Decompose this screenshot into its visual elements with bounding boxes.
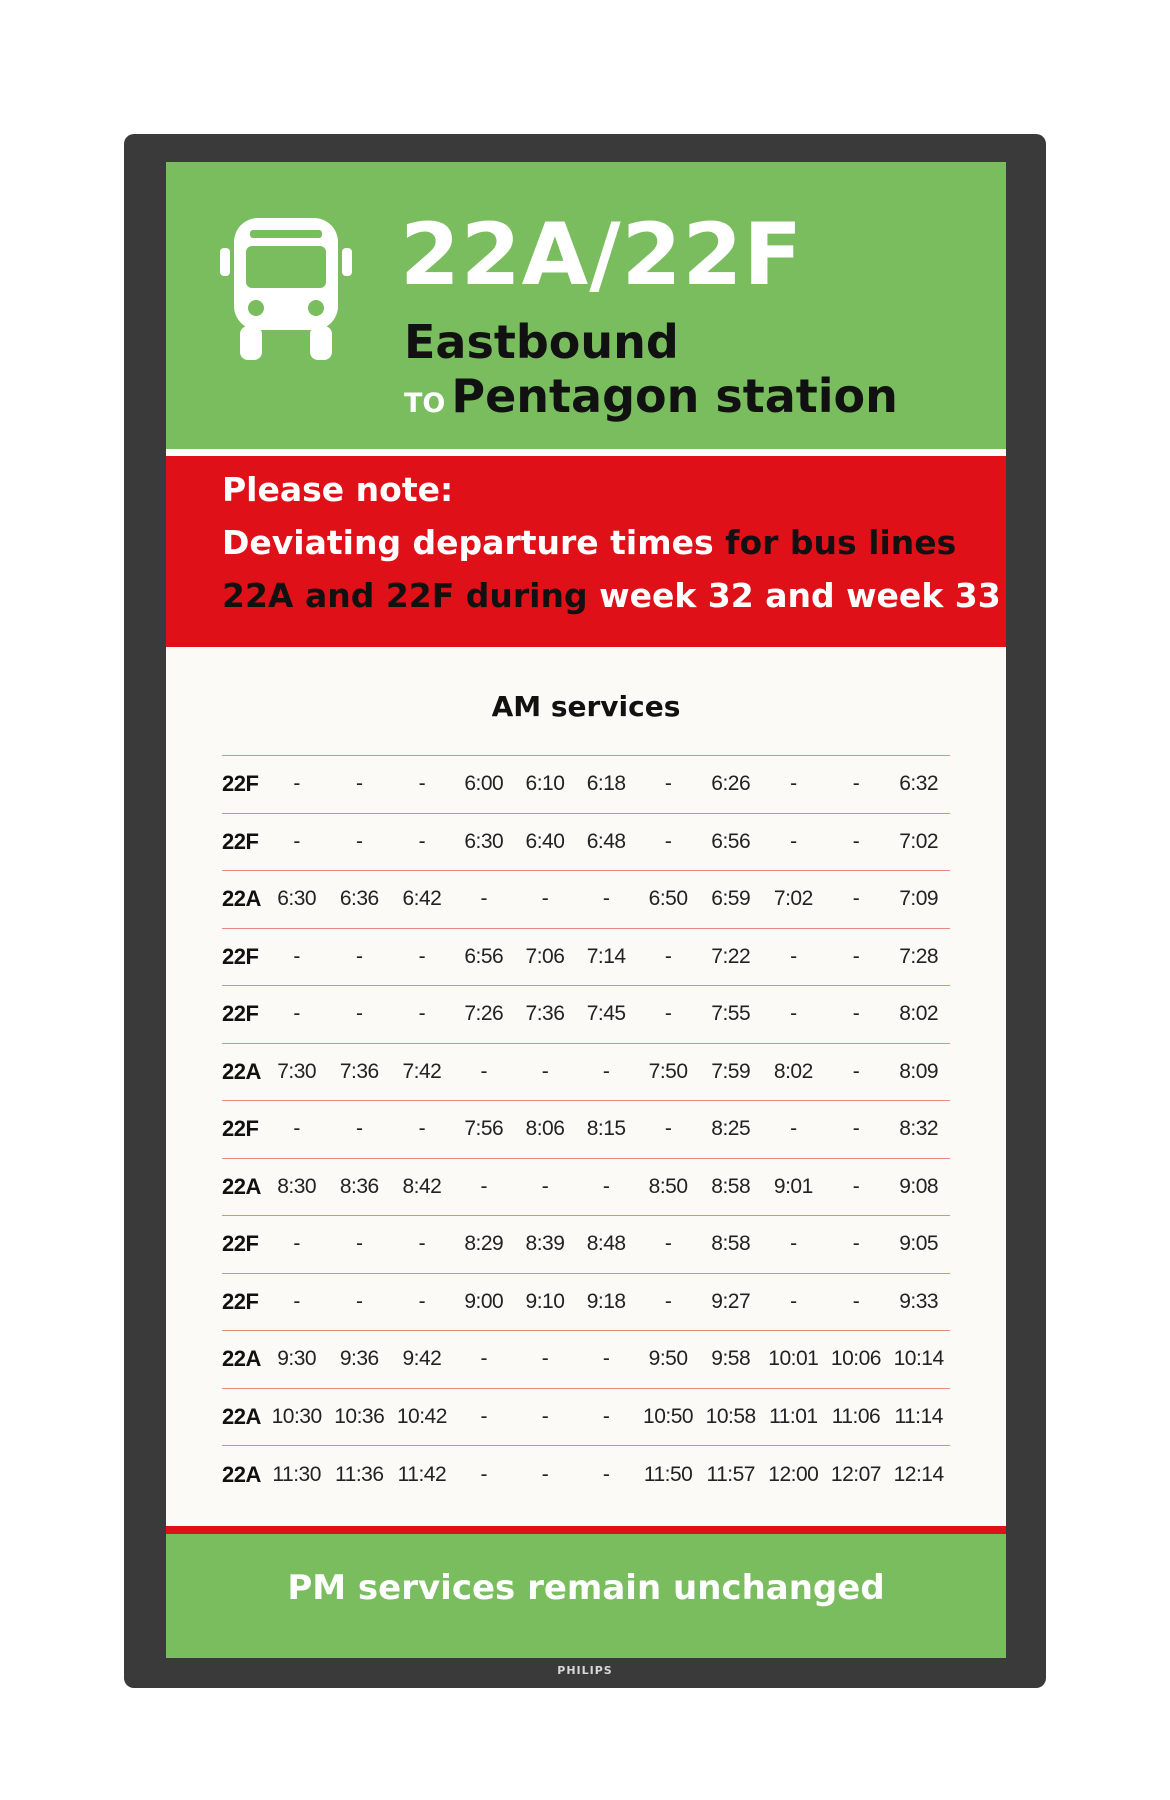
departure-time-cell: 6:56 [453,928,514,986]
departure-time-cell: - [391,813,454,871]
departure-time-cell: 7:30 [265,1043,328,1101]
departure-time-cell: - [453,871,514,929]
departure-time-cell: 6:26 [699,756,762,814]
bus-line-cell: 22A [222,1158,265,1216]
departure-time-cell: 9:08 [887,1158,950,1216]
departure-time-cell: - [762,928,825,986]
departure-time-cell: 9:30 [265,1331,328,1389]
departure-time-cell: 6:56 [699,813,762,871]
departure-time-cell: 9:00 [453,1273,514,1331]
departure-time-cell: 9:27 [699,1273,762,1331]
departure-time-cell: - [637,928,700,986]
departure-time-cell: - [453,1331,514,1389]
footer-banner [166,1534,1006,1658]
departure-time-cell: 12:14 [887,1446,950,1504]
departure-time-cell: 10:14 [887,1331,950,1389]
departure-time-cell: 10:06 [825,1331,888,1389]
departure-time-cell: - [391,756,454,814]
departure-time-cell: - [514,1446,575,1504]
divider [166,1526,1006,1534]
route-number: 22A/22F [400,205,804,305]
departure-time-cell: 8:58 [699,1216,762,1274]
table-row [222,1273,950,1331]
departure-time-cell: 11:57 [699,1446,762,1504]
departure-time-cell: 7:55 [699,986,762,1044]
departure-time-cell: - [391,986,454,1044]
departure-time-cell: - [453,1158,514,1216]
departure-time-cell: 11:14 [887,1388,950,1446]
departure-time-cell: 6:50 [637,871,700,929]
departure-time-cell: - [328,1273,391,1331]
departure-time-cell: 11:06 [825,1388,888,1446]
bus-line-cell: 22A [222,1043,265,1101]
table-row [222,1331,950,1389]
notice-line-1 [222,523,956,562]
table-row [222,756,950,814]
departure-time-cell: 8:02 [762,1043,825,1101]
departure-time-cell: - [637,813,700,871]
departure-time-cell: - [825,986,888,1044]
bus-line-cell: 22A [222,1331,265,1389]
route-header [166,162,1006,449]
bus-line-cell: 22F [222,1101,265,1159]
departure-time-cell: - [825,928,888,986]
departure-time-cell: - [453,1446,514,1504]
departure-time-cell: - [825,756,888,814]
notice-text: Deviating departure times [222,523,714,562]
departure-time-cell: - [637,1273,700,1331]
table-row [222,871,950,929]
departure-time-cell: 8:25 [699,1101,762,1159]
display-screen [166,162,1006,1658]
departure-time-cell: 8:36 [328,1158,391,1216]
departure-time-cell: 6:30 [453,813,514,871]
departure-time-cell: 9:01 [762,1158,825,1216]
departure-time-cell: 10:58 [699,1388,762,1446]
departure-time-cell: - [637,986,700,1044]
departure-time-cell: - [514,1388,575,1446]
departure-time-cell: 8:39 [514,1216,575,1274]
departure-time-cell: - [825,871,888,929]
departure-time-cell: 9:18 [576,1273,637,1331]
table-row [222,1216,950,1274]
departure-time-cell: - [637,1216,700,1274]
departure-time-cell: 10:30 [265,1388,328,1446]
departure-time-cell: - [328,1101,391,1159]
departure-time-cell: 7:59 [699,1043,762,1101]
departure-time-cell: - [514,1158,575,1216]
table-row [222,1388,950,1446]
table-row [222,1101,950,1159]
departure-time-cell: - [265,1101,328,1159]
departure-time-cell: 9:50 [637,1331,700,1389]
departure-time-cell: - [453,1388,514,1446]
departure-time-cell: - [328,813,391,871]
departure-time-cell: 6:59 [699,871,762,929]
departure-time-cell: - [391,928,454,986]
bus-line-cell: 22F [222,813,265,871]
bus-line-cell: 22F [222,1216,265,1274]
bus-line-cell: 22F [222,928,265,986]
departure-time-cell: 7:50 [637,1043,700,1101]
table-row [222,813,950,871]
departure-time-cell: - [576,1158,637,1216]
departure-time-cell: 12:00 [762,1446,825,1504]
departure-time-cell: 7:02 [887,813,950,871]
table-row [222,928,950,986]
departure-time-cell: 7:36 [328,1043,391,1101]
departure-time-cell: - [328,1216,391,1274]
departure-time-cell: 8:29 [453,1216,514,1274]
departure-time-cell: - [825,813,888,871]
departure-time-cell: 11:30 [265,1446,328,1504]
departure-time-cell: - [265,1273,328,1331]
departure-time-cell: 12:07 [825,1446,888,1504]
table-row [222,1158,950,1216]
departure-time-cell: 7:28 [887,928,950,986]
notice-text: 22A and 22F during [222,576,588,615]
departure-time-cell: - [637,1101,700,1159]
departure-time-cell: 11:36 [328,1446,391,1504]
departure-time-cell: 6:00 [453,756,514,814]
departure-time-cell: - [576,1331,637,1389]
notice-text: for bus lines [713,523,957,562]
departure-time-cell: 7:26 [453,986,514,1044]
departure-time-cell: 6:18 [576,756,637,814]
departure-time-cell: 6:42 [391,871,454,929]
departure-time-cell: - [762,1216,825,1274]
departure-time-cell: - [825,1158,888,1216]
departure-time-cell: 7:02 [762,871,825,929]
departure-time-cell: 6:40 [514,813,575,871]
departure-time-cell: - [762,756,825,814]
departure-time-cell: 6:32 [887,756,950,814]
departure-time-cell: 11:42 [391,1446,454,1504]
departure-time-cell: - [576,871,637,929]
departure-time-cell: 6:36 [328,871,391,929]
departure-time-cell: - [265,928,328,986]
departure-time-cell: - [825,1216,888,1274]
bus-line-cell: 22F [222,1273,265,1331]
departure-time-cell: - [514,871,575,929]
departure-time-cell: - [762,986,825,1044]
departure-time-cell: - [391,1273,454,1331]
table-row [222,1043,950,1101]
departure-time-cell: - [762,813,825,871]
departure-time-cell: - [328,928,391,986]
departure-time-cell: 10:36 [328,1388,391,1446]
departure-time-cell: 9:10 [514,1273,575,1331]
departure-time-cell: 7:22 [699,928,762,986]
departure-time-cell: 9:36 [328,1331,391,1389]
brand-logo: PHILIPS [557,1664,613,1677]
departure-time-cell: 8:32 [887,1101,950,1159]
departure-time-cell: 10:01 [762,1331,825,1389]
bus-line-cell: 22F [222,986,265,1044]
notice-title: Please note: [222,470,454,509]
departure-time-cell: - [265,813,328,871]
bus-line-cell: 22F [222,756,265,814]
departure-time-cell: - [514,1043,575,1101]
departure-time-cell: 11:50 [637,1446,700,1504]
to-label: TO [404,388,446,419]
departure-time-cell: - [825,1273,888,1331]
departure-time-cell: 7:36 [514,986,575,1044]
departure-time-cell: - [265,1216,328,1274]
departure-time-cell: 11:01 [762,1388,825,1446]
departure-time-cell: - [391,1216,454,1274]
notice-text: week 32 and week 33 [587,576,1001,615]
departure-time-cell: 8:30 [265,1158,328,1216]
departure-time-cell: 7:14 [576,928,637,986]
departure-time-cell: 6:48 [576,813,637,871]
departure-time-cell: - [328,756,391,814]
bus-line-cell: 22A [222,871,265,929]
departure-time-cell: 8:58 [699,1158,762,1216]
departure-time-cell: - [265,986,328,1044]
departure-time-cell: 8:02 [887,986,950,1044]
table-row [222,1446,950,1504]
departure-time-cell: 6:30 [265,871,328,929]
destination-label: Pentagon station [451,369,898,423]
departure-time-cell: 7:09 [887,871,950,929]
departure-time-cell: 10:42 [391,1388,454,1446]
departure-time-cell: 8:06 [514,1101,575,1159]
timetable [222,755,950,1503]
departure-time-cell: - [328,986,391,1044]
bus-icon [220,218,352,364]
departure-time-cell: 8:50 [637,1158,700,1216]
notice-line-2 [222,576,1001,615]
departure-time-cell: 6:10 [514,756,575,814]
bus-line-cell: 22A [222,1388,265,1446]
departure-time-cell: 7:45 [576,986,637,1044]
departure-time-cell: 9:58 [699,1331,762,1389]
departure-time-cell: 9:05 [887,1216,950,1274]
departure-time-cell: - [453,1043,514,1101]
departure-time-cell: - [391,1101,454,1159]
departure-time-cell: 10:50 [637,1388,700,1446]
departure-time-cell: - [265,756,328,814]
bus-line-cell: 22A [222,1446,265,1504]
departure-time-cell: - [762,1273,825,1331]
departure-time-cell: 8:42 [391,1158,454,1216]
direction-label: Eastbound [404,315,679,369]
table-row [222,986,950,1044]
departure-time-cell: 8:15 [576,1101,637,1159]
departure-time-cell: - [576,1446,637,1504]
departure-time-cell: 9:33 [887,1273,950,1331]
departure-time-cell: 7:06 [514,928,575,986]
section-title: AM services [491,690,681,723]
departure-time-cell: - [637,756,700,814]
departure-time-cell: - [762,1101,825,1159]
departure-time-cell: 7:56 [453,1101,514,1159]
departure-time-cell: 9:42 [391,1331,454,1389]
departure-time-cell: 8:48 [576,1216,637,1274]
departure-time-cell: 7:42 [391,1043,454,1101]
destination-line [404,369,898,423]
departure-time-cell: - [576,1043,637,1101]
departure-time-cell: - [825,1101,888,1159]
departure-time-cell: - [514,1331,575,1389]
departure-time-cell: - [576,1388,637,1446]
notice-banner [166,453,1006,647]
departure-time-cell: 8:09 [887,1043,950,1101]
footer-text: PM services remain unchanged [287,1568,885,1608]
departure-time-cell: - [825,1043,888,1101]
